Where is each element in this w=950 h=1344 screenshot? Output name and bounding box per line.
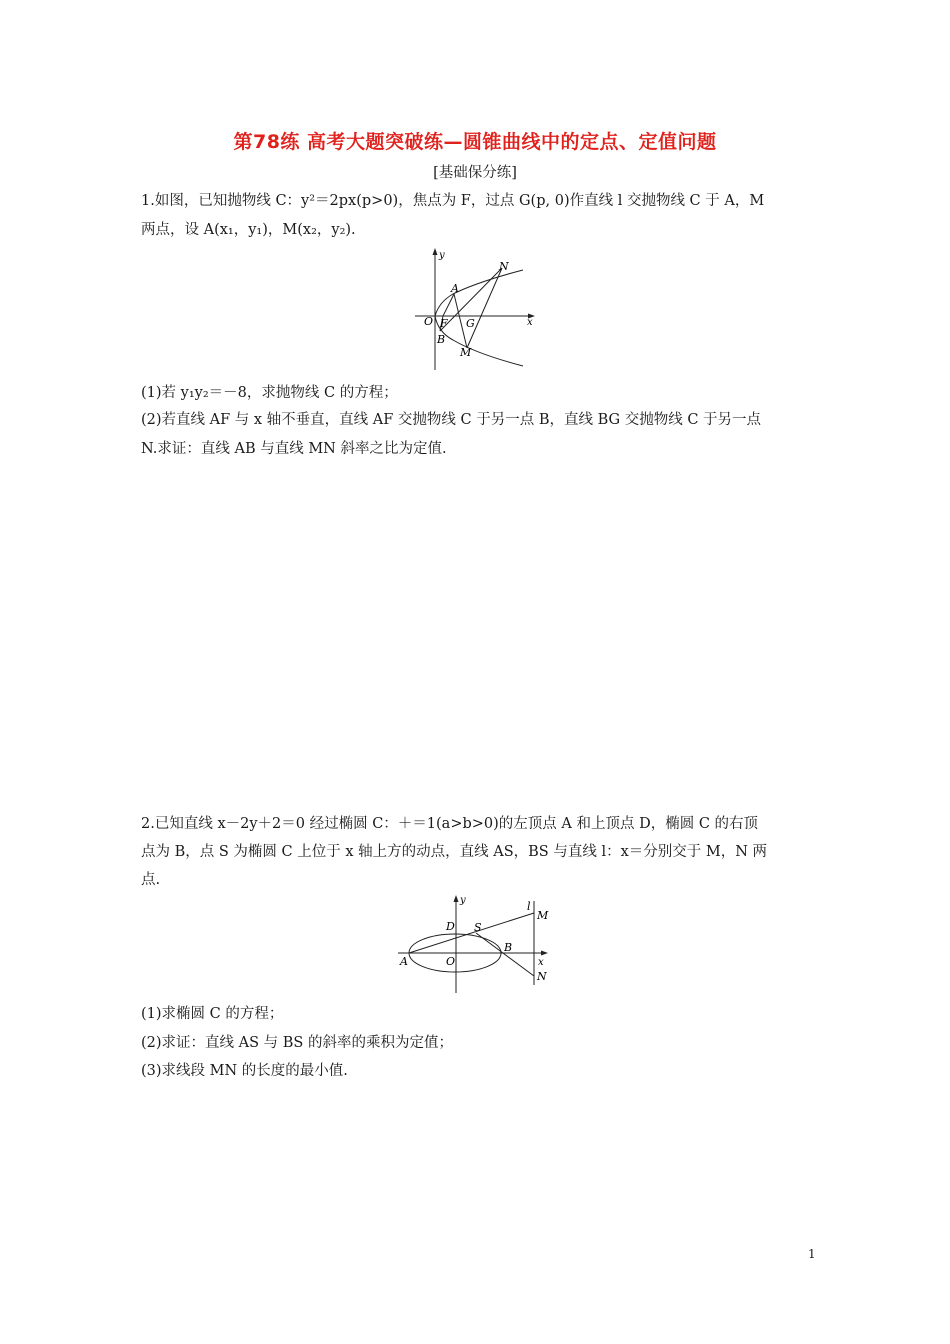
section-heading: [基础保分练] xyxy=(433,165,517,181)
label-A: A xyxy=(400,955,408,968)
line-AS xyxy=(409,913,534,953)
page-number: 1 xyxy=(808,1247,816,1261)
problem1-part1: (1)若 y₁y₂＝－8，求抛物线 C 的方程； xyxy=(141,385,398,401)
problem1-part2-line1: (2)若直线 AF 与 x 轴不垂直，直线 AF 交抛物线 C 于另一点 B，直线 BG 交抛物线 C 于另一点 xyxy=(141,412,762,428)
label-D: D xyxy=(446,920,455,933)
problem2-part3: (3)求线段 MN 的长度的最小值. xyxy=(141,1063,348,1079)
label-M: M xyxy=(460,346,472,359)
problem1-stem-line2: 两点，设 A(x₁，y₁)，M(x₂，y₂). xyxy=(141,222,356,238)
label-S: S xyxy=(474,921,482,934)
label-y: y xyxy=(439,250,445,261)
label-N: N xyxy=(537,970,547,983)
label-y: y xyxy=(460,895,466,906)
problem2-part1: (1)求椭圆 C 的方程； xyxy=(141,1006,284,1022)
label-N: N xyxy=(499,260,509,273)
parabola-curve xyxy=(435,270,523,366)
line-BS xyxy=(476,933,534,976)
problem1-figure xyxy=(405,248,545,372)
label-B: B xyxy=(437,333,446,346)
problem2-stem-line2: 点为 B，点 S 为椭圆 C 上位于 x 轴上方的动点，直线 AS，BS 与直线 l：x＝分别交于 M，N 两 xyxy=(141,844,768,860)
label-F: F xyxy=(440,317,448,330)
problem2-stem-line3: 点. xyxy=(141,872,161,888)
label-x: x xyxy=(527,317,533,328)
page-title: 第78练 高考大题突破练—圆锥曲线中的定点、定值问题 xyxy=(233,131,717,153)
problem2-part2: (2)求证：直线 AS 与 BS 的斜率的乘积为定值； xyxy=(141,1035,453,1051)
label-O: O xyxy=(424,315,434,328)
line-BN-NM xyxy=(440,268,502,348)
problem1-stem-line1: 1.如图，已知抛物线 C：y²＝2px(p>0)，焦点为 F，过点 G(p, 0)作直线 l 交抛物线 C 于 A，M xyxy=(141,193,765,209)
label-B: B xyxy=(504,941,513,954)
label-G: G xyxy=(466,317,475,330)
problem1-part2-line2: N.求证：直线 AB 与直线 MN 斜率之比为定值. xyxy=(141,441,447,457)
label-O: O xyxy=(446,955,456,968)
problem2-stem-line1: 2.已知直线 x－2y＋2＝0 经过椭圆 C：＋＝1(a>b>0)的左顶点 A 和上顶点 D，椭圆 C 的右顶 xyxy=(141,816,759,832)
problem2-figure xyxy=(396,893,556,993)
label-M: M xyxy=(537,909,549,922)
label-A: A xyxy=(451,282,459,295)
label-l: l xyxy=(527,900,531,913)
label-x: x xyxy=(538,957,544,968)
